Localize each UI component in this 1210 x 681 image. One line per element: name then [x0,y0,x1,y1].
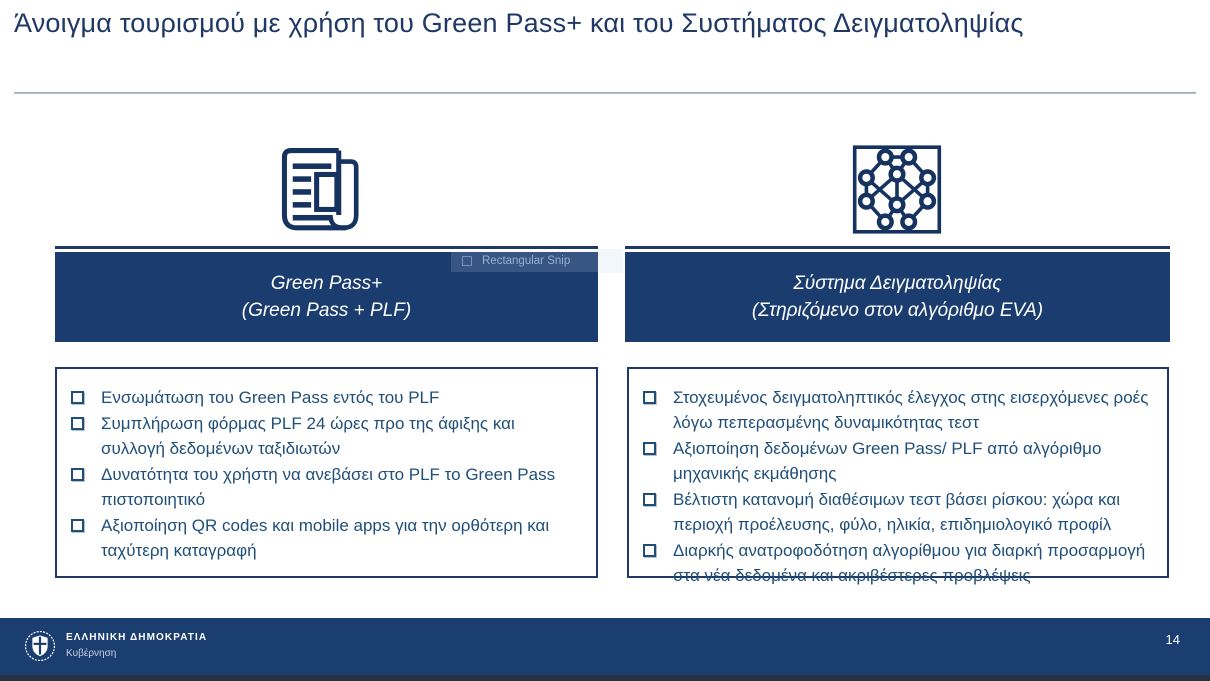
footer-bar [0,618,1210,675]
left-content-box [55,367,598,578]
checkbox-bullet-icon [643,493,656,506]
bullet-text: Βέλτιστη κατανομή διαθέσιμων τεστ βάσει ρίσκου: χώρα και περιοχή προέλευσης, φύλο, ηλικία, επιδημιολογικό προφίλ [673,490,1120,534]
right-header-line2: (Στηριζόμενο στον αλγόριθμο EVA) [751,300,1044,321]
list-item [57,462,582,512]
left-header-line1: Green Pass+ [270,273,383,294]
checkbox-bullet-icon [71,468,84,481]
slide-title: Άνοιγμα τουρισμού με χρήση του Green Pass+ και του Συστήματος Δειγματοληψίας [14,8,1024,38]
snip-tool-ghost-menu-item[interactable] [451,250,610,272]
neural-network-icon [852,143,942,236]
checkbox-bullet-icon [71,417,84,430]
checkbox-bullet-icon [643,391,656,404]
page-number: 14 [1165,632,1180,647]
footer-org-name: ΕΛΛΗΝΙΚΗ ΔΗΜΟΚΡΑΤΙΑ [66,632,208,643]
right-header-bar [625,252,1170,342]
list-item [629,538,1153,588]
bullet-text: Αξιοποίηση QR codes και mobile apps για την ορθότερη και ταχύτερη καταγραφή [101,516,550,560]
left-bar-accent-line [55,246,598,249]
right-content-box [627,367,1169,585]
right-bullet-list [629,385,1167,588]
bullet-text: Ενσωμάτωση του Green Pass εντός του PLF [101,388,440,407]
hellenic-republic-emblem-icon [23,629,57,663]
right-header-line1: Σύστημα Δειγματοληψίας [793,273,1002,294]
bullet-text: Διαρκής ανατροφοδότηση αλγορίθμου για διαρκή προσαρμογή στα νέα δεδομένα και ακριβέστερες προβλέψεις [673,541,1146,585]
checkbox-bullet-icon [71,519,84,532]
footer-org-block [66,631,207,661]
checkbox-bullet-icon [643,544,656,557]
list-item [629,487,1153,537]
snip-menu-label: Rectangular Snip [482,255,571,267]
title-divider [14,92,1196,94]
list-item [629,436,1153,486]
list-item [57,411,582,461]
list-item [57,513,582,563]
left-bullet-list [57,385,596,563]
list-item [629,385,1153,435]
checkbox-bullet-icon [71,391,84,404]
bottom-edge-strip [0,675,1210,681]
newspaper-icon [278,143,370,240]
bullet-text: Δυνατότητα του χρήστη να ανεβάσει στο PLF το Green Pass πιστοποιητικό [101,465,556,509]
right-bar-accent-line [625,246,1170,249]
snip-rectangle-icon [462,256,472,266]
bullet-text: Αξιοποίηση δεδομένων Green Pass/ PLF από αλγόριθμο μηχανικής εκμάθησης [673,439,1102,483]
bullet-text: Στοχευμένος δειγματοληπτικός έλεγχος στης εισερχόμενες ροές λόγω πεπερασμένης δυναμικότητας τεστ [673,388,1149,432]
checkbox-bullet-icon [643,442,656,455]
snip-ghost-highlight [599,249,623,273]
list-item [57,385,582,410]
left-header-line2: (Green Pass + PLF) [241,300,412,321]
bullet-text: Συμπλήρωση φόρμας PLF 24 ώρες προ της άφιξης και συλλογή δεδομένων ταξιδιωτών [101,414,515,458]
footer-org-subtitle: Κυβέρνηση [66,648,117,659]
